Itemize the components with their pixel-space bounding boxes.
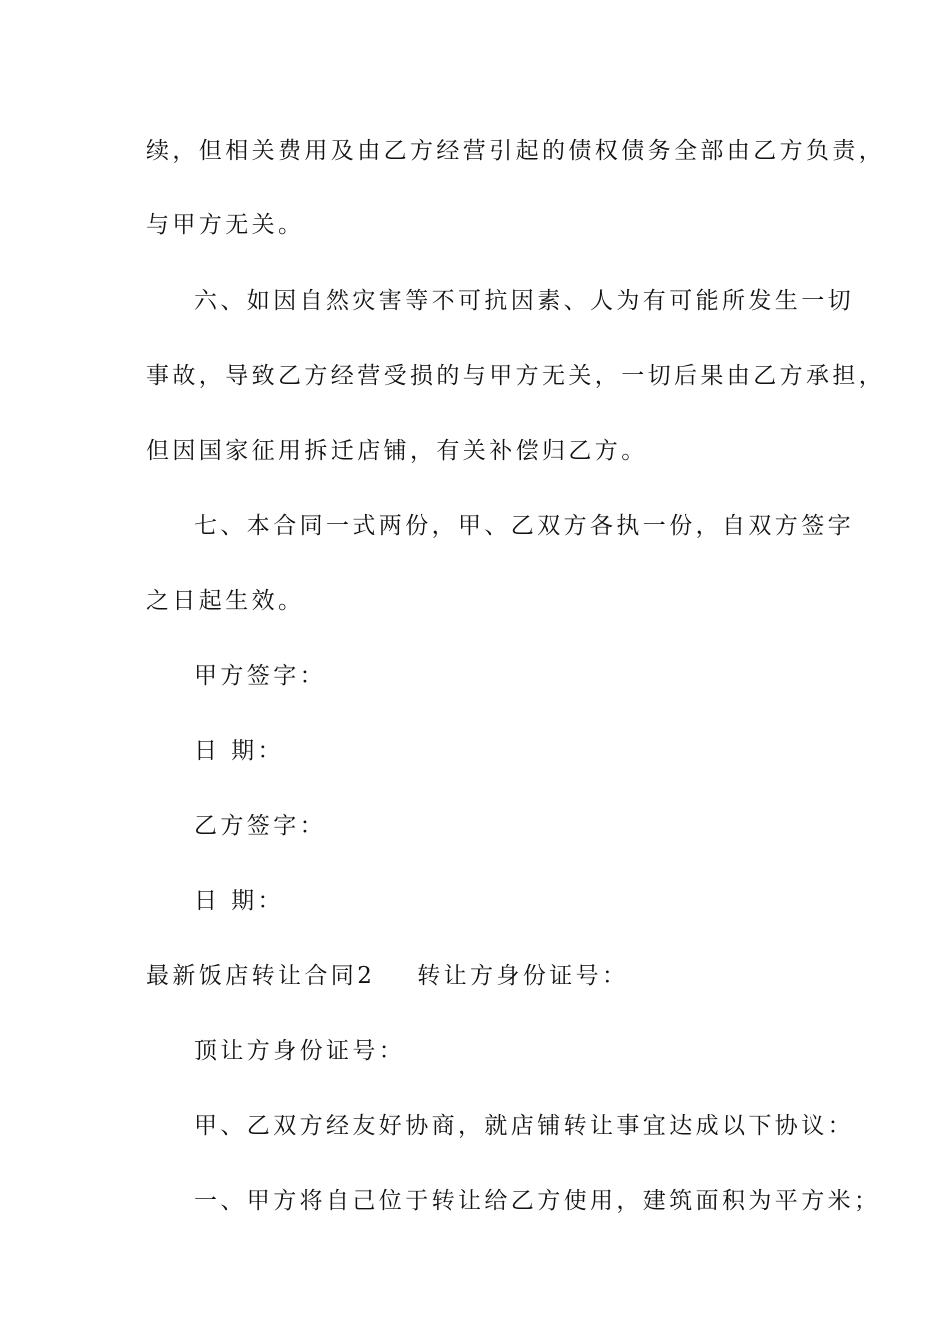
date-label: 日 期：	[194, 738, 284, 764]
body-text-line: 续，但相关费用及由乙方经营引起的债权债务全部由乙方负责，	[146, 138, 886, 164]
agreement-intro: 甲、乙双方经友好协商，就店铺转让事宜达成以下协议：	[194, 1113, 854, 1139]
body-text-line: 但因国家征用拆迁店铺，有关补偿归乙方。	[146, 438, 648, 464]
section-title-line	[146, 961, 836, 991]
clause-one: 一、甲方将自己位于转让给乙方使用，建筑面积为平方米；	[194, 1188, 881, 1214]
date-label: 日 期：	[194, 888, 284, 914]
party-a-signature-label: 甲方签字：	[194, 663, 326, 689]
body-text-line: 与甲方无关。	[146, 212, 305, 238]
body-text-line: 之日起生效。	[146, 588, 305, 614]
clause-six: 六、如因自然灾害等不可抗因素、人为有可能所发生一切	[194, 288, 854, 314]
contract-title: 最新饭店转让合同2	[146, 963, 376, 989]
body-text-line: 事故，导致乙方经营受损的与甲方无关，一切后果由乙方承担，	[146, 363, 886, 389]
party-b-signature-label: 乙方签字：	[194, 813, 326, 839]
clause-seven: 七、本合同一式两份，甲、乙双方各执一份，自双方签字	[194, 513, 854, 539]
transferor-id-label: 转让方身份证号：	[417, 963, 629, 989]
transferee-id-label: 顶让方身份证号：	[194, 1038, 406, 1064]
